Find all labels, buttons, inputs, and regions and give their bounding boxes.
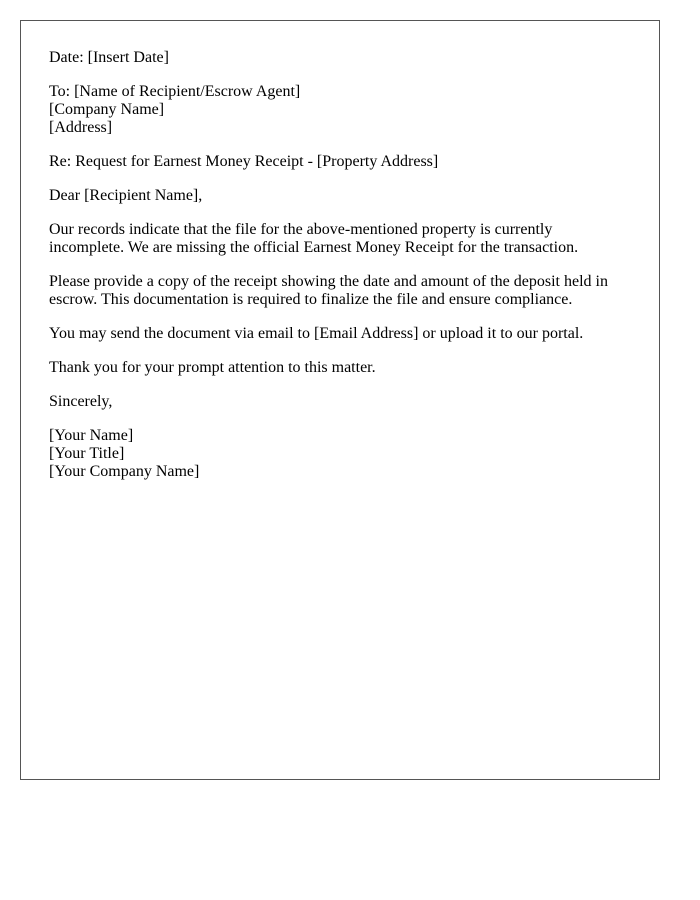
body-paragraph: Please provide a copy of the receipt showing the date and amount of the deposit held in escrow. This documentation is required to finalize the file and ensure compliance.: [49, 273, 608, 308]
body-paragraph: You may send the document via email to [Email Address] or upload it to our portal.: [49, 325, 584, 342]
recipient-company: [Company Name]: [49, 101, 165, 118]
subject-line: Re: Request for Earnest Money Receipt - [Property Address]: [49, 153, 439, 170]
signature-block: [49, 427, 631, 481]
sender-company: [Your Company Name]: [49, 463, 200, 480]
recipient-name: To: [Name of Recipient/Escrow Agent]: [49, 83, 301, 100]
closing: Sincerely,: [49, 393, 113, 410]
body-paragraph: Thank you for your prompt attention to this matter.: [49, 359, 376, 376]
salutation: Dear [Recipient Name],: [49, 187, 203, 204]
sender-title: [Your Title]: [49, 445, 125, 462]
date-line: Date: [Insert Date]: [49, 49, 169, 66]
letter-page: [20, 20, 660, 780]
recipient-block: [49, 83, 631, 137]
recipient-address: [Address]: [49, 119, 113, 136]
sender-name: [Your Name]: [49, 427, 134, 444]
body-paragraph: Our records indicate that the file for the above-mentioned property is currently incomplete. We are missing the official Earnest Money Receipt for the transaction.: [49, 221, 579, 256]
